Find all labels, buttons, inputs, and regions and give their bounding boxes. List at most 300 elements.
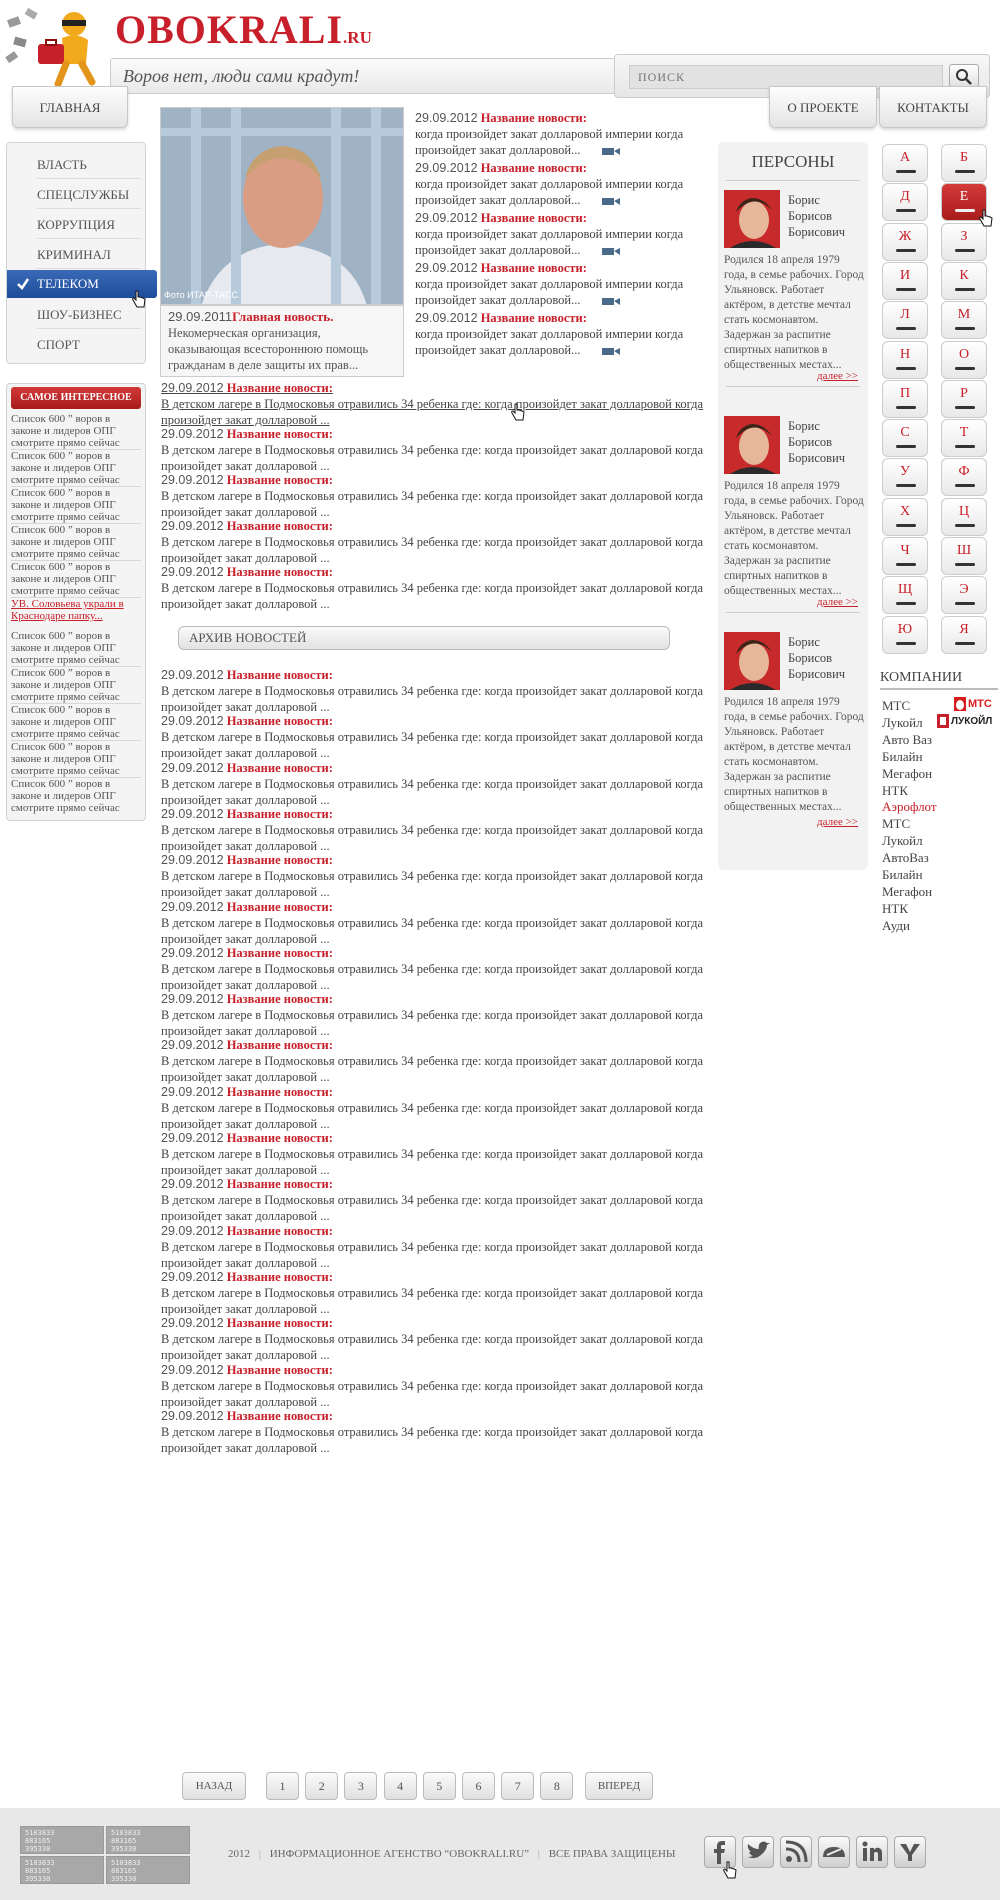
letter-underline bbox=[896, 642, 916, 645]
person-bio: Родился 18 апреля 1979 года, в семье рабочих. Город Ульяновск. Работает актёром, в детстве мечтал стать космонавтом. Задержан за распитие спиртных напитков в общественных местах... bbox=[724, 254, 864, 371]
letter-button[interactable] bbox=[941, 498, 987, 536]
news-text: В детском лагере в Подмосковья отравились 34 ребенка где: когда произойдет закат долларовой когда произойдет закат долларовой ... bbox=[161, 1147, 704, 1177]
footer-agency: ИНФОРМАЦИОННОЕ АГЕНСТВО “OBOKRALI.RU” bbox=[269, 1848, 530, 1860]
menu-item-power[interactable]: ВЛАСТЬ bbox=[37, 151, 141, 179]
archive-news-item[interactable] bbox=[161, 806, 706, 854]
lukoil-logo-text: ЛУКОЙЛ bbox=[951, 715, 993, 727]
counter-line: 5103833 bbox=[111, 1829, 141, 1837]
main-news-date: 29.09.2011 bbox=[168, 309, 233, 324]
rss-button[interactable] bbox=[780, 1836, 812, 1868]
hand-cursor-icon bbox=[978, 208, 994, 228]
persons-title: ПЕРСОНЫ bbox=[751, 152, 835, 171]
archive-news-item[interactable] bbox=[161, 1408, 706, 1456]
news-title[interactable]: Название новости: bbox=[226, 1269, 333, 1284]
news-date: 29.09.2012 bbox=[161, 565, 224, 579]
news-title[interactable]: Название новости: bbox=[226, 381, 333, 395]
news-text: В детском лагере в Подмосковья отравились 34 ребенка где: когда произойдет закат долларовой когда произойдет закат долларовой ... bbox=[161, 1424, 704, 1455]
news-text: В детском лагере в Подмосковья отравились 34 ребенка где: когда произойдет закат долларовой когда произойдет закат долларовой ... bbox=[161, 1239, 704, 1270]
page-button[interactable]: 4 bbox=[384, 1772, 417, 1800]
news-item[interactable] bbox=[161, 426, 706, 474]
visit-counter[interactable] bbox=[106, 1856, 190, 1884]
news-item[interactable] bbox=[161, 564, 706, 612]
letter-label: Ю bbox=[897, 621, 913, 637]
archive-news-item[interactable] bbox=[161, 667, 706, 715]
nav-about-button[interactable]: О ПРОЕКТЕ bbox=[769, 86, 877, 128]
interesting-item-highlight[interactable]: УВ. Соловьева украли в Краснодаре папку... bbox=[11, 598, 124, 622]
counter-line: 883165 bbox=[25, 1867, 51, 1875]
video-camera-icon bbox=[602, 147, 620, 156]
interesting-item[interactable]: Список 600 ” воров в законе и лидеров ОПГ смотрите прямо сейчас bbox=[11, 630, 141, 667]
letter-underline bbox=[955, 406, 975, 409]
news-title[interactable]: Название новости: bbox=[226, 1084, 333, 1099]
letter-label: Р bbox=[960, 385, 968, 401]
news-text: В детском лагере в Подмосковья отравились 34 ребенка где: когда произойдет закат долларовой когда произойдет закат долларовой ... bbox=[161, 730, 704, 761]
news-date: 29.09.2012 bbox=[415, 311, 478, 325]
news-text: В детском лагере в Подмосковья отравились 34 ребенка где: когда произойдет закат долларовой когда произойдет закат долларовой ... bbox=[161, 489, 704, 519]
mts-egg-icon bbox=[954, 697, 966, 711]
twitter-button[interactable] bbox=[742, 1836, 774, 1868]
letter-underline bbox=[896, 406, 916, 409]
persons-divider bbox=[726, 180, 860, 181]
letter-label: Л bbox=[900, 307, 910, 323]
news-text: В детском лагере в Подмосковья отравились 34 ребенка где: когда произойдет закат долларовой когда произойдет закат долларовой ... bbox=[161, 1193, 704, 1224]
news-text: В детском лагере в Подмосковья отравились 34 ребенка где: когда произойдет закат долларовой когда произойдет закат долларовой ... bbox=[161, 961, 704, 992]
letter-label: И bbox=[899, 267, 911, 283]
logo-main-text: OBOKRALI bbox=[115, 7, 344, 52]
letter-button[interactable] bbox=[882, 262, 928, 300]
interesting-item[interactable]: Список 600 ” воров в законе и лидеров ОПГ смотрите прямо сейчас bbox=[11, 667, 141, 704]
visit-counter[interactable] bbox=[20, 1826, 104, 1854]
archive-news-item[interactable] bbox=[161, 760, 706, 808]
interesting-item[interactable]: Список 600 ” воров в законе и лидеров ОПГ смотрите прямо сейчас bbox=[11, 741, 141, 778]
person-more-link[interactable]: далее >> bbox=[817, 596, 858, 608]
archive-news-item[interactable] bbox=[161, 1269, 706, 1317]
page-button[interactable]: 3 bbox=[344, 1772, 377, 1800]
letter-underline bbox=[955, 367, 975, 370]
counter-line: 5103833 bbox=[25, 1829, 55, 1837]
letter-underline bbox=[896, 445, 916, 448]
letter-button[interactable] bbox=[941, 262, 987, 300]
news-title[interactable]: Название новости: bbox=[226, 565, 333, 579]
archive-news-item[interactable] bbox=[161, 1084, 706, 1132]
letter-underline bbox=[896, 209, 916, 212]
news-text: В детском лагере в Подмосковья отравились 34 ребенка где: когда произойдет закат долларовой когда произойдет закат долларовой ... bbox=[161, 1378, 704, 1409]
page-button[interactable]: 1 bbox=[266, 1772, 299, 1800]
news-date: 29.09.2012 bbox=[161, 945, 224, 960]
menu-item-corruption[interactable]: КОРРУПЦИЯ bbox=[37, 211, 141, 239]
news-title[interactable]: Название новости: bbox=[480, 261, 587, 275]
video-camera-icon bbox=[602, 247, 620, 256]
letter-label: Ч bbox=[900, 543, 910, 558]
person-photo[interactable] bbox=[724, 190, 780, 248]
letter-button[interactable] bbox=[882, 576, 928, 614]
video-camera-icon bbox=[602, 347, 620, 356]
news-item[interactable] bbox=[161, 472, 706, 520]
linkedin-icon bbox=[857, 1837, 887, 1867]
archive-news-item[interactable] bbox=[161, 1315, 706, 1363]
news-title[interactable]: Название новости: bbox=[480, 311, 587, 325]
news-title[interactable]: Название новости: bbox=[226, 473, 333, 487]
logo-suffix-text: .RU bbox=[343, 28, 372, 47]
visit-counter[interactable] bbox=[20, 1856, 104, 1884]
person-photo[interactable] bbox=[724, 416, 780, 474]
letter-underline bbox=[896, 170, 916, 173]
person-name[interactable]: Борис Борисов Борисович bbox=[788, 193, 846, 239]
letter-button[interactable] bbox=[882, 419, 928, 457]
news-item[interactable] bbox=[415, 160, 705, 208]
news-title[interactable]: Название новости: bbox=[226, 427, 333, 441]
news-date: 29.09.2012 bbox=[161, 714, 224, 729]
letter-button[interactable] bbox=[941, 616, 987, 654]
news-text: В детском лагере в Подмосковья отравились 34 ребенка где: когда произойдет закат долларовой когда произойдет закат долларовой ... bbox=[161, 1008, 704, 1039]
bookmark-cloud-icon bbox=[819, 1837, 849, 1867]
letter-underline bbox=[896, 249, 916, 252]
letter-label: П bbox=[899, 385, 911, 401]
letter-button[interactable] bbox=[882, 223, 928, 261]
yahoo-icon bbox=[895, 1837, 925, 1867]
interesting-item[interactable]: Список 600 ” воров в законе и лидеров ОПГ смотрите прямо сейчас bbox=[11, 450, 141, 487]
nav-contacts-button[interactable]: КОНТАКТЫ bbox=[879, 86, 987, 128]
news-date: 29.09.2012 bbox=[161, 427, 224, 441]
visit-counter[interactable] bbox=[106, 1826, 190, 1854]
counter-line: 883165 bbox=[111, 1867, 137, 1875]
letter-button[interactable] bbox=[941, 537, 987, 575]
archive-news-item[interactable] bbox=[161, 899, 706, 947]
news-date: 29.09.2012 bbox=[161, 1131, 224, 1145]
news-text: В детском лагере в Подмосковья отравились 34 ребенка где: когда произойдет закат долларовой когда произойдет закат долларовой ... bbox=[161, 1054, 704, 1085]
news-item[interactable] bbox=[415, 310, 705, 358]
news-text: В детском лагере в Подмосковья отравились 34 ребенка где: когда произойдет закат долларовой когда произойдет закат долларовой ... bbox=[161, 1332, 704, 1363]
news-text: когда произойдет закат долларовой империи когда произойдет закат долларовой... bbox=[415, 277, 684, 307]
company-link[interactable]: Лукойл bbox=[882, 833, 923, 849]
counter-line: 395330 bbox=[25, 1875, 51, 1883]
person-name[interactable]: Борис Борисов Борисович bbox=[788, 635, 846, 681]
letter-button[interactable] bbox=[882, 183, 928, 221]
news-date: 29.09.2012 bbox=[161, 519, 224, 533]
letter-underline bbox=[955, 288, 975, 291]
news-title[interactable]: Название новости: bbox=[226, 1038, 333, 1053]
company-link[interactable]: Мегафон bbox=[882, 765, 933, 781]
twitter-icon bbox=[743, 1837, 773, 1867]
news-archive-button[interactable]: АРХИВ НОВОСТЕЙ bbox=[178, 626, 670, 650]
news-text: когда произойдет закат долларовой империи когда произойдет закат долларовой... bbox=[415, 177, 684, 207]
counter-line: 883165 bbox=[111, 1837, 137, 1845]
page-button[interactable]: 6 bbox=[462, 1772, 495, 1800]
interesting-item[interactable]: Список 600 ” воров в законе и лидеров ОПГ смотрите прямо сейчас bbox=[11, 561, 141, 598]
letter-label: Е bbox=[959, 189, 969, 205]
company-link[interactable]: Мегафон bbox=[882, 883, 933, 899]
letter-label: Э bbox=[959, 582, 969, 598]
counter-line: 395330 bbox=[111, 1875, 137, 1883]
interesting-item[interactable]: Список 600 ” воров в законе и лидеров ОПГ смотрите прямо сейчас bbox=[11, 487, 141, 524]
news-date: 29.09.2012 bbox=[161, 760, 224, 775]
company-link[interactable]: АвтоВаз bbox=[882, 850, 929, 866]
main-news-caption[interactable] bbox=[160, 305, 404, 377]
menu-item-criminal[interactable]: КРИМИНАЛ bbox=[37, 241, 141, 269]
news-title[interactable]: Название новости: bbox=[226, 519, 333, 533]
news-date: 29.09.2012 bbox=[161, 806, 224, 821]
menu-item-special-services[interactable]: СПЕЦСЛУЖБЫ bbox=[37, 181, 141, 209]
footer-text: 2012 | ИНФОРМАЦИОННОЕ АГЕНСТВО “OBOKRALI.RU” | ВСЕ ПРАВА ЗАЩИЦЕНЫ bbox=[228, 1848, 676, 1860]
main-news-photo[interactable] bbox=[160, 107, 404, 305]
counter-line: 5103833 bbox=[25, 1859, 55, 1867]
letter-underline bbox=[896, 524, 916, 527]
archive-news-item[interactable] bbox=[161, 1362, 706, 1410]
category-menu bbox=[6, 142, 146, 364]
logo-mascot-icon[interactable] bbox=[4, 4, 104, 86]
letter-underline bbox=[955, 445, 975, 448]
news-date: 29.09.2012 bbox=[161, 853, 224, 868]
main-news-title[interactable]: Главная новость. bbox=[232, 309, 334, 324]
news-title[interactable]: Название новости: bbox=[226, 714, 333, 729]
company-link[interactable]: НТК bbox=[882, 900, 908, 916]
archive-news-item[interactable] bbox=[161, 713, 706, 761]
news-date: 29.09.2012 bbox=[161, 1038, 224, 1053]
archive-news-item[interactable] bbox=[161, 1223, 706, 1271]
letter-underline bbox=[955, 642, 975, 645]
news-title[interactable]: Название новости: bbox=[480, 161, 587, 175]
archive-news-item[interactable] bbox=[161, 945, 706, 993]
news-item[interactable] bbox=[415, 260, 705, 308]
letter-label: Б bbox=[959, 150, 969, 165]
prev-page-button[interactable]: НАЗАД bbox=[182, 1772, 246, 1800]
counter-line: 395330 bbox=[111, 1845, 137, 1853]
news-item[interactable] bbox=[161, 518, 706, 566]
news-title[interactable]: Название новости: bbox=[226, 806, 333, 821]
news-date: 29.09.2012 bbox=[161, 1177, 224, 1192]
menu-item-telecom-label: ТЕЛЕКОМ bbox=[37, 276, 99, 291]
photo-credit: Фото ИТАР-ТАСС bbox=[164, 290, 238, 300]
company-link[interactable]: Билайн bbox=[882, 748, 923, 764]
person-name[interactable]: Борис Борисов Борисович bbox=[788, 419, 846, 465]
company-link[interactable]: Аэрофлот bbox=[882, 799, 937, 815]
lukoil-emblem-icon bbox=[937, 714, 949, 728]
letter-button[interactable] bbox=[941, 419, 987, 457]
mts-logo[interactable] bbox=[954, 697, 998, 711]
news-date: 29.09.2012 bbox=[161, 1269, 224, 1284]
news-text: когда произойдет закат долларовой империи когда произойдет закат долларовой... bbox=[415, 327, 684, 357]
letter-button[interactable] bbox=[941, 458, 987, 496]
news-title[interactable]: Название новости: bbox=[226, 1177, 333, 1192]
news-text: В детском лагере в Подмосковья отравились 34 ребенка где: когда произойдет закат долларовой когда произойдет закат долларовой ... bbox=[161, 1285, 704, 1316]
companies-title: КОМПАНИИ bbox=[880, 670, 963, 685]
company-link[interactable]: НТК bbox=[882, 782, 908, 798]
news-text: В детском лагере в Подмосковья отравились 34 ребенка где: когда произойдет закат долларовой когда произойдет закат долларовой ... bbox=[161, 1100, 704, 1131]
news-date: 29.09.2012 bbox=[161, 1223, 224, 1238]
archive-news-item[interactable] bbox=[161, 1037, 706, 1085]
most-interesting-title: САМОЕ ИНТЕРЕСНОЕ bbox=[11, 387, 141, 409]
letter-button[interactable] bbox=[941, 341, 987, 379]
news-title[interactable]: Название новости: bbox=[226, 760, 333, 775]
news-date: 29.09.2012 bbox=[415, 161, 478, 175]
news-date: 29.09.2012 bbox=[161, 1084, 224, 1099]
letter-label: Д bbox=[900, 189, 910, 205]
news-title[interactable]: Название новости: bbox=[226, 853, 333, 868]
next-page-button[interactable]: ВПЕРЕД bbox=[585, 1772, 653, 1800]
archive-news-item[interactable] bbox=[161, 991, 706, 1039]
menu-item-sport[interactable]: СПОРТ bbox=[37, 337, 80, 352]
news-title[interactable]: Название новости: bbox=[226, 899, 333, 914]
letter-label: К bbox=[959, 267, 969, 283]
letter-button[interactable] bbox=[941, 223, 987, 261]
news-title[interactable]: Название новости: bbox=[480, 111, 587, 125]
letter-underline bbox=[896, 602, 916, 605]
news-date: 29.09.2012 bbox=[161, 992, 224, 1007]
news-text: В детском лагере в Подмосковья отравились 34 ребенка где: когда произойдет закат долларовой когда произойдет закат долларовой ... bbox=[161, 822, 704, 853]
letter-label: Я bbox=[959, 621, 969, 637]
news-text: В детском лагере в Подмосковья отравились 34 ребенка где: когда произойдет закат долларовой когда произойдет закат долларовой ... bbox=[161, 535, 704, 565]
letter-button[interactable] bbox=[882, 537, 928, 575]
letter-button[interactable] bbox=[941, 301, 987, 339]
hand-cursor-icon bbox=[510, 402, 526, 422]
news-title[interactable]: Название новости: bbox=[226, 992, 333, 1007]
news-date: 29.09.2012 bbox=[415, 261, 478, 275]
persons-divider bbox=[726, 612, 860, 613]
mts-logo-text: МТС bbox=[968, 698, 992, 710]
main-news-text: Некомерческая организация, оказывающая всестороннюю помощь гражданам в деле защиты их прав... bbox=[168, 326, 369, 372]
interesting-item[interactable]: Список 600 ” воров в законе и лидеров ОПГ смотрите прямо сейчас bbox=[11, 413, 141, 450]
companies-divider bbox=[880, 688, 998, 690]
letter-label: Т bbox=[959, 425, 969, 441]
news-title[interactable]: Название новости: bbox=[226, 1362, 333, 1377]
news-text: когда произойдет закат долларовой империи когда произойдет закат долларовой... bbox=[415, 127, 684, 157]
letter-label: А bbox=[899, 150, 911, 165]
letter-underline bbox=[955, 249, 975, 252]
letter-label: С bbox=[900, 425, 910, 441]
company-link[interactable]: Билайн bbox=[882, 867, 923, 882]
news-date: 29.09.2012 bbox=[161, 1362, 224, 1377]
letter-underline bbox=[896, 367, 916, 370]
letter-button[interactable] bbox=[882, 498, 928, 536]
news-date: 29.09.2012 bbox=[161, 473, 224, 487]
counter-line: 5103833 bbox=[111, 1859, 141, 1867]
lukoil-logo[interactable] bbox=[937, 714, 1000, 728]
news-date: 29.09.2012 bbox=[415, 111, 478, 125]
interesting-item[interactable]: Список 600 ” воров в законе и лидеров ОПГ смотрите прямо сейчас bbox=[11, 704, 141, 741]
archive-news-item[interactable] bbox=[161, 1130, 706, 1178]
letter-label: Н bbox=[899, 346, 911, 362]
news-title[interactable]: Название новости: bbox=[226, 1408, 333, 1423]
letter-label: Щ bbox=[897, 582, 913, 598]
news-date: 29.09.2012 bbox=[161, 668, 224, 682]
company-link[interactable]: Ауди bbox=[882, 917, 910, 933]
letter-button[interactable] bbox=[941, 576, 987, 614]
news-title[interactable]: Название новости: bbox=[226, 1316, 333, 1331]
news-title[interactable]: Название новости: bbox=[226, 945, 333, 960]
letter-underline bbox=[955, 524, 975, 527]
company-link[interactable]: МТС bbox=[882, 698, 911, 713]
person-more-link[interactable]: далее >> bbox=[817, 370, 858, 382]
news-title[interactable]: Название новости: bbox=[226, 1131, 333, 1145]
person-photo[interactable] bbox=[724, 632, 780, 690]
site-logo[interactable] bbox=[115, 6, 372, 62]
letter-underline bbox=[896, 288, 916, 291]
letter-underline bbox=[955, 602, 975, 605]
archive-news-item[interactable] bbox=[161, 852, 706, 900]
news-text: В детском лагере в Подмосковья отравились 34 ребенка где: когда произойдет закат долларовой когда произойдет закат долларовой ... bbox=[161, 684, 704, 714]
menu-item-show-business[interactable]: ШОУ-БИЗНЕС bbox=[37, 301, 141, 329]
nav-home-button[interactable]: ГЛАВНАЯ bbox=[12, 86, 128, 128]
news-title[interactable]: Название новости: bbox=[480, 211, 587, 225]
letter-label: Ж bbox=[898, 228, 912, 244]
main-news-image bbox=[161, 108, 404, 305]
counter-line: 883165 bbox=[25, 1837, 51, 1845]
news-date: 29.09.2012 bbox=[161, 899, 224, 914]
letter-underline bbox=[896, 484, 916, 487]
news-date: 29.09.2012 bbox=[415, 211, 478, 225]
yahoo-button[interactable] bbox=[894, 1836, 926, 1868]
page-button[interactable]: 2 bbox=[305, 1772, 338, 1800]
interesting-item[interactable]: Список 600 ” воров в законе и лидеров ОПГ смотрите прямо сейчас bbox=[11, 524, 141, 561]
rss-icon bbox=[781, 1837, 811, 1867]
news-date: 29.09.2012 bbox=[161, 381, 224, 395]
letter-button[interactable] bbox=[882, 144, 928, 182]
footer-year: 2012 bbox=[228, 1848, 250, 1860]
letter-label: М bbox=[957, 307, 971, 323]
site-slogan: Воров нет, люди сами крадут! bbox=[110, 58, 618, 94]
letter-underline bbox=[955, 563, 975, 566]
persons-panel bbox=[718, 142, 868, 870]
letter-button[interactable] bbox=[882, 458, 928, 496]
person-more-link[interactable]: далее >> bbox=[817, 816, 858, 828]
news-text: В детском лагере в Подмосковья отравились 34 ребенка где: когда произойдет закат долларовой когда произойдет закат долларовой ... bbox=[161, 581, 704, 611]
interesting-item[interactable]: Список 600 ” воров в законе и лидеров ОПГ смотрите прямо сейчас bbox=[11, 778, 120, 814]
letter-button[interactable] bbox=[941, 144, 987, 182]
company-link[interactable]: Авто Ваз bbox=[882, 731, 933, 747]
letter-underline bbox=[955, 327, 975, 330]
letter-label: Ш bbox=[956, 543, 972, 558]
letter-underline bbox=[896, 327, 916, 330]
counter-line: 395330 bbox=[25, 1845, 51, 1853]
most-interesting-panel bbox=[6, 383, 146, 821]
letter-button[interactable] bbox=[882, 301, 928, 339]
news-item-hovered[interactable] bbox=[161, 380, 706, 428]
delicious-button[interactable] bbox=[818, 1836, 850, 1868]
news-text: В детском лагере в Подмосковья отравились 34 ребенка где: когда произойдет закат долларовой когда произойдет закат долларовой ... bbox=[161, 915, 704, 946]
letter-label: О bbox=[958, 346, 970, 362]
page-button[interactable]: 5 bbox=[423, 1772, 456, 1800]
hand-cursor-icon bbox=[722, 1860, 738, 1880]
page-button[interactable]: 8 bbox=[540, 1772, 573, 1800]
letter-button[interactable] bbox=[882, 616, 928, 654]
news-item[interactable] bbox=[415, 210, 705, 258]
news-item[interactable] bbox=[415, 110, 705, 158]
letter-button[interactable] bbox=[882, 380, 928, 418]
news-text: В детском лагере в Подмосковья отравились 34 ребенка где: когда произойдет закат долларовой когда произойдет закат долларовой ... bbox=[161, 397, 704, 427]
letter-underline bbox=[955, 484, 975, 487]
news-title[interactable]: Название новости: bbox=[226, 668, 333, 682]
company-link[interactable]: МТС bbox=[882, 816, 911, 832]
check-icon bbox=[16, 277, 30, 291]
letter-button[interactable] bbox=[941, 380, 987, 418]
letter-label: Ц bbox=[958, 503, 970, 519]
letter-label: У bbox=[900, 464, 910, 480]
letter-button[interactable] bbox=[882, 341, 928, 379]
linkedin-button[interactable] bbox=[856, 1836, 888, 1868]
video-camera-icon bbox=[602, 297, 620, 306]
person-bio: Родился 18 апреля 1979 года, в семье рабочих. Город Ульяновск. Работает актёром, в детстве мечтал стать космонавтом. Задержан за распитие спиртных напитков в общественных местах... bbox=[724, 480, 864, 597]
news-text: В детском лагере в Подмосковья отравились 34 ребенка где: когда произойдет закат долларовой когда произойдет закат долларовой ... bbox=[161, 443, 704, 473]
video-camera-icon bbox=[602, 197, 620, 206]
letter-label: Х bbox=[899, 503, 911, 519]
archive-news-item[interactable] bbox=[161, 1176, 706, 1224]
letter-underline bbox=[896, 563, 916, 566]
news-title[interactable]: Название новости: bbox=[226, 1223, 333, 1238]
news-text: В детском лагере в Подмосковья отравились 34 ребенка где: когда произойдет закат долларовой когда произойдет закат долларовой ... bbox=[161, 776, 704, 807]
page-button[interactable]: 7 bbox=[501, 1772, 534, 1800]
letter-label: З bbox=[960, 228, 968, 244]
company-link[interactable]: Лукойл bbox=[882, 714, 923, 730]
